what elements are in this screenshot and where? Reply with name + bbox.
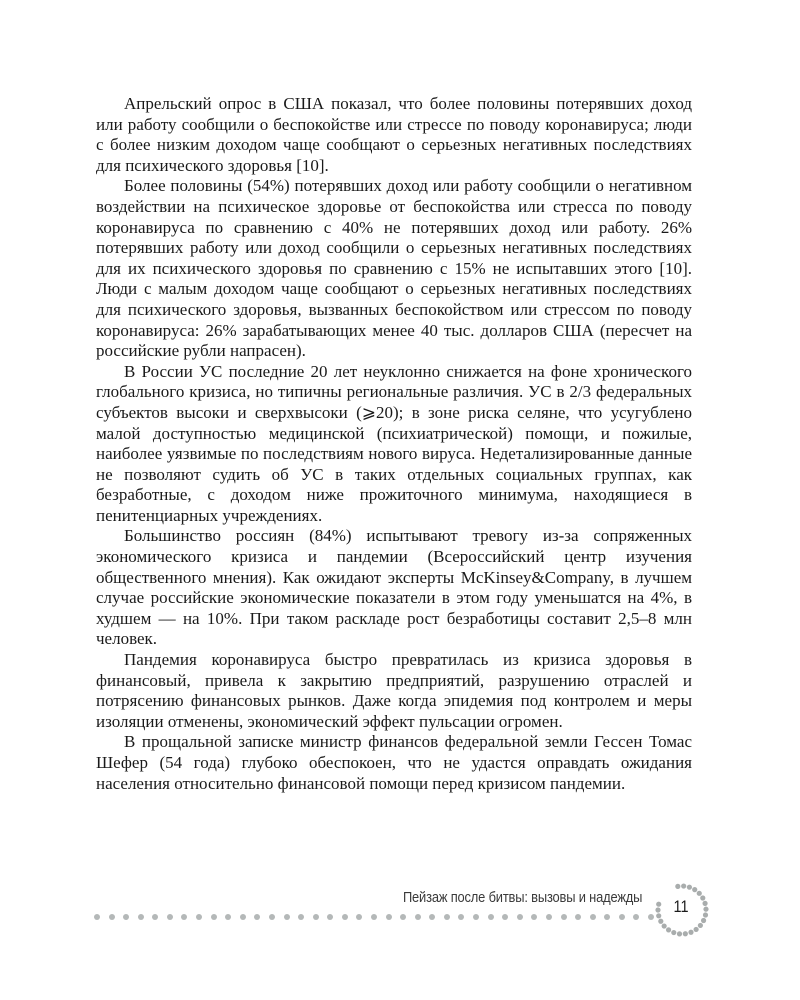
dot bbox=[138, 914, 144, 920]
badge-dot bbox=[681, 883, 686, 888]
paragraph: В России УС последние 20 лет неуклонно снижается на фоне хронического глобального кризиса, но типичны региональные различия. УС в 2/3 федеральных субъектов высоки и сверхвысоки (⩾20); в зоне риска селяне, что усугублено малой доступностью медицинской (психиатрической) помощи, и пожилые, наиболее уязвимые по последствиям нового вируса. Недетализированные данные не позволяют судить об УС в таких отдельных социальных группах, как безработные, с доходом ниже прожиточного минимума, находящиеся в пенитенциарных учреждениях. bbox=[96, 361, 692, 525]
badge-dot bbox=[658, 919, 663, 924]
dot bbox=[531, 914, 537, 920]
dot bbox=[561, 914, 567, 920]
dot bbox=[386, 914, 392, 920]
paragraph: Апрельский опрос в США показал, что более половины потерявших доход или работу сообщили о беспокойстве или стрессе по поводу коронавируса; люди с более низким доходом чаще сообщают о серьезных негативных последствиях для психического здоровья [10]. bbox=[96, 94, 692, 175]
badge-dot bbox=[703, 907, 708, 912]
dot bbox=[196, 914, 202, 920]
dot bbox=[429, 914, 435, 920]
badge-dot bbox=[698, 923, 703, 928]
badge-dot bbox=[666, 927, 671, 932]
badge-dot bbox=[655, 907, 660, 912]
dot bbox=[546, 914, 552, 920]
badge-dot bbox=[677, 931, 682, 936]
badge-dot bbox=[671, 930, 676, 935]
dot bbox=[167, 914, 173, 920]
dot bbox=[488, 914, 494, 920]
dot bbox=[94, 914, 100, 920]
badge-dot bbox=[656, 902, 661, 907]
dot bbox=[458, 914, 464, 920]
paragraph: Большинство россиян (84%) испытывают тревогу из-за сопряженных экономического кризиса и пандемии (Всероссийский центр изучения общественного мнения). Как ожидают эксперты McKinsey&Company, в лучшем случае российские экономические показатели в этом году уменьшатся на 4%, в худшем — на 10%. При таком раскладе рост безработицы составит 2,5–8 млн человек. bbox=[96, 526, 692, 649]
dot bbox=[444, 914, 450, 920]
badge-dot bbox=[692, 887, 697, 892]
paragraph: Более половины (54%) потерявших доход или работу сообщили о негативном воздействии на психическое здоровье от беспокойства или стресса по поводу коронавируса по сравнению с 40% не потерявших доход или работу. 26% потерявших работу или доход сообщили о серьезных негативных последствиях для их психического здоровья по сравнению с 15% не испытавших этого [10]. Люди с малым доходом чаще сообщают о серьезных негативных последствиях для психического здоровья, вызванных беспокойством или стрессом по поводу коронавируса: 26% зарабатывающих менее 40 тыс. долларов США (пересчет на российские рубли напрасен). bbox=[96, 176, 692, 361]
dot bbox=[356, 914, 362, 920]
badge-dot bbox=[702, 901, 707, 906]
badge-dot bbox=[683, 931, 688, 936]
dot bbox=[240, 914, 246, 920]
badge-dot bbox=[701, 918, 706, 923]
badge-dot bbox=[687, 885, 692, 890]
page-number: 11 bbox=[673, 897, 689, 916]
dot bbox=[473, 914, 479, 920]
dot bbox=[211, 914, 217, 920]
dot bbox=[269, 914, 275, 920]
dot bbox=[633, 914, 639, 920]
badge-dot bbox=[656, 913, 661, 918]
dot bbox=[604, 914, 610, 920]
dot bbox=[152, 914, 158, 920]
paragraph: В прощальной записке министр финансов федеральной земли Гессен Томас Шефер (54 года) глубоко обеспокоен, что не удастся оправдать ожидания населения относительно финансовой помощи перед кризисом пандемии. bbox=[96, 732, 692, 793]
dot bbox=[590, 914, 596, 920]
dot bbox=[298, 914, 304, 920]
dot bbox=[254, 914, 260, 920]
dot bbox=[123, 914, 129, 920]
dot bbox=[109, 914, 115, 920]
dot bbox=[371, 914, 377, 920]
badge-dot bbox=[700, 895, 705, 900]
badge-dot bbox=[688, 930, 693, 935]
dot bbox=[327, 914, 333, 920]
dot bbox=[284, 914, 290, 920]
dot bbox=[619, 914, 625, 920]
badge-dot bbox=[694, 927, 699, 932]
dot bbox=[517, 914, 523, 920]
badge-dot bbox=[697, 891, 702, 896]
dot bbox=[342, 914, 348, 920]
paragraph: Пандемия коронавируса быстро превратилась из кризиса здоровья в финансовый, привела к закрытию предприятий, разрушению отраслей и потрясению финансовых рынков. Даже когда эпидемия под контролем и меры изоляции отменены, экономический эффект пульсации огромен. bbox=[96, 650, 692, 731]
body-text bbox=[96, 94, 692, 794]
running-head: Пейзаж после битвы: вызовы и надежды bbox=[402, 889, 642, 906]
dot bbox=[575, 914, 581, 920]
dotted-rule bbox=[94, 913, 654, 921]
badge-dot bbox=[662, 923, 667, 928]
dot bbox=[415, 914, 421, 920]
dot bbox=[313, 914, 319, 920]
dot bbox=[502, 914, 508, 920]
badge-dot bbox=[675, 884, 680, 889]
dot bbox=[400, 914, 406, 920]
dot bbox=[225, 914, 231, 920]
dot bbox=[181, 914, 187, 920]
badge-dot bbox=[703, 912, 708, 917]
